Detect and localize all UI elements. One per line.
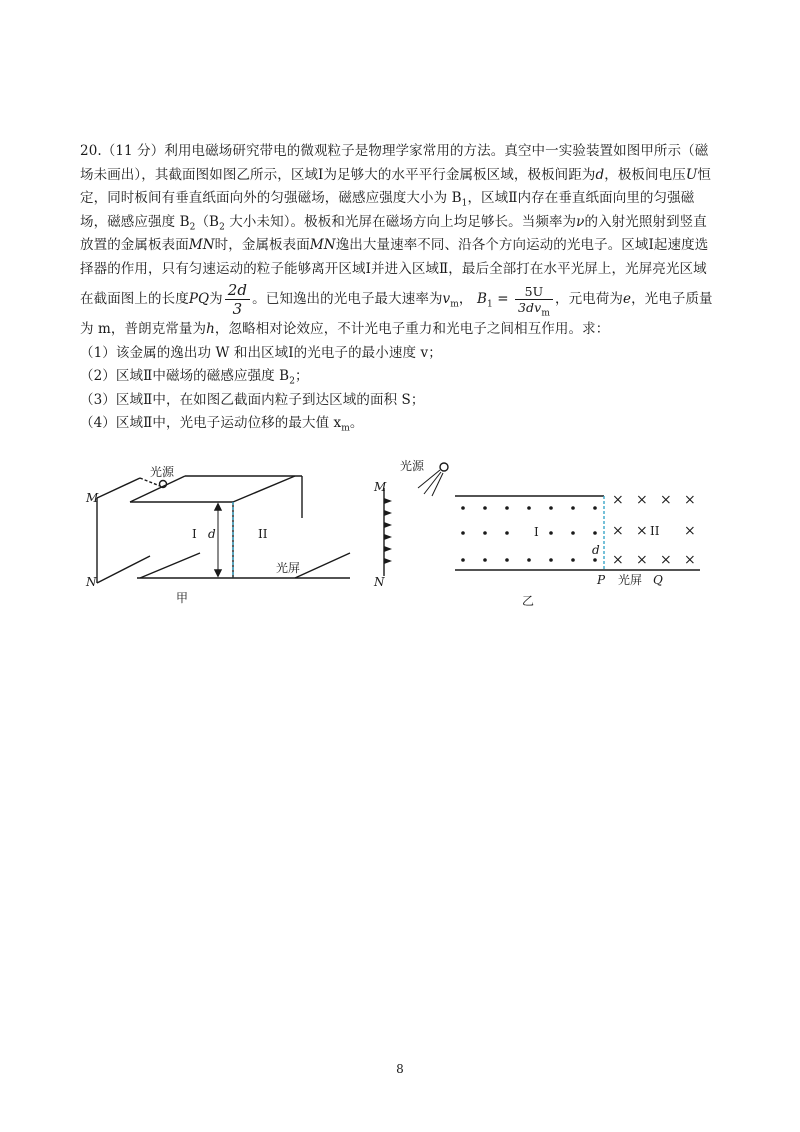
field-dot — [593, 506, 597, 510]
figure-b — [384, 463, 700, 576]
var-v: v — [442, 291, 451, 307]
field-dot — [549, 558, 553, 562]
subscript: m — [341, 423, 350, 434]
question-2-end: ； — [295, 368, 309, 384]
figure-a — [97, 476, 350, 583]
label-source-b: 光源 — [400, 459, 425, 473]
label-screen-b: 光屏 — [618, 573, 643, 587]
field-dot — [593, 531, 597, 535]
electron-arrow — [384, 498, 392, 504]
field-cross: × — [636, 523, 648, 539]
fraction-numerator: 2d — [225, 281, 250, 300]
var-mn: MN — [309, 237, 336, 253]
fraction-2d-over-3 — [225, 281, 250, 318]
field-dot — [571, 531, 575, 535]
field-dot — [483, 506, 487, 510]
field-cross: × — [636, 552, 648, 568]
light-ray-a — [140, 478, 160, 486]
plate-arrows — [384, 498, 392, 564]
field-dot — [483, 531, 487, 535]
fraction-denominator: 3 — [232, 300, 243, 318]
electron-arrow — [384, 522, 392, 528]
question-2-text: （2）区域Ⅱ中磁场的磁感应强度 B — [80, 368, 290, 384]
electron-arrow — [384, 510, 392, 516]
field-dot — [505, 558, 509, 562]
field-dots-region1 — [461, 506, 597, 562]
stem-text: 为 — [209, 291, 223, 307]
stem-text: 恒定，同时板间有垂直纸面向外的匀强磁场，磁感应强度大小为 B — [80, 166, 711, 206]
stem-text: ，区域Ⅱ内存在垂直纸面向里的匀强磁场，磁感应强度 B — [80, 190, 695, 230]
stem-text: ，元电荷为 — [554, 291, 623, 307]
stem-text: 大小未知）。极板和光屏在磁场方向上均足够长。当频率为 — [224, 213, 577, 230]
stem-text: ， — [458, 291, 473, 307]
label-region1-b: I — [534, 525, 539, 539]
field-cross: × — [636, 492, 648, 508]
field-dot — [505, 531, 509, 535]
var-pq: PQ — [188, 291, 210, 307]
var-mn: MN — [188, 237, 215, 253]
field-dot — [593, 558, 597, 562]
field-dot — [505, 506, 509, 510]
problem-stem — [80, 140, 716, 342]
label-region2-a: II — [258, 527, 268, 541]
subscript: 2 — [289, 376, 296, 387]
arrow-up — [215, 504, 221, 510]
subscript: 2 — [219, 222, 225, 233]
label-source-a: 光源 — [150, 465, 175, 479]
field-dot — [461, 531, 465, 535]
question-4-end: 。 — [349, 415, 364, 431]
equals-sign: = — [492, 291, 513, 307]
field-cross: × — [612, 523, 624, 539]
figure-a-labels — [85, 464, 300, 605]
field-dot — [571, 506, 575, 510]
field-dot — [483, 558, 487, 562]
figure-diagrams — [80, 458, 720, 618]
electron-arrow — [384, 546, 392, 552]
stem-text: ，忽略相对论效应，不计光电子重力和光电子之间相互作用。求： — [214, 321, 610, 337]
arrow-down — [215, 570, 221, 576]
question-2 — [80, 365, 716, 389]
field-cross: × — [660, 552, 672, 568]
field-dot — [549, 531, 553, 535]
var-b: B — [476, 291, 487, 307]
fraction-denominator-text: 3dv — [518, 300, 542, 315]
stem-text: ，光电子质量为 m，普朗克常量为 — [80, 291, 713, 337]
top-plate-left — [130, 476, 185, 502]
label-d-b: d — [592, 543, 600, 557]
field-dot — [527, 558, 531, 562]
subscript: 1 — [461, 198, 468, 209]
question-4-text: （4）区域Ⅱ中，光电子运动位移的最大值 x — [80, 415, 342, 431]
caption-a: 甲 — [176, 591, 189, 605]
field-cross: × — [684, 552, 696, 568]
fraction-denominator — [515, 300, 553, 319]
stem-text: 20.（11 分）利用电磁场研究带电的微观粒子是物理学家常用的方法。真空中一实验装置如图甲所示（磁场未画出），其截面图如图乙所示，区域Ⅰ为足够大的水平平行金属板区域，极板间距为 — [80, 143, 709, 183]
subscript: m — [450, 299, 459, 310]
fraction-5u-over-3dvm — [515, 284, 553, 319]
stem-text: 的入射光照射到竖直放置的金属板表面 — [80, 213, 707, 253]
var-nu: ν — [576, 213, 585, 230]
screen-edge — [295, 553, 350, 578]
problem-20 — [80, 140, 716, 436]
label-m-b: M — [374, 480, 387, 494]
field-cross: × — [612, 492, 624, 508]
field-cross: × — [612, 552, 624, 568]
label-n-a: N — [86, 575, 97, 589]
page-number: 8 — [396, 1062, 404, 1076]
label-m-a: M — [86, 491, 99, 505]
label-region1-a: I — [192, 527, 197, 541]
stem-text: 时，金属板表面 — [214, 237, 310, 253]
var-e: e — [622, 291, 632, 307]
question-4 — [80, 412, 716, 436]
field-dot — [527, 506, 531, 510]
var-h: h — [206, 321, 215, 337]
var-d: d — [595, 166, 605, 183]
plate-mn-bottom — [97, 556, 150, 583]
field-dot — [461, 558, 465, 562]
stem-text: 。已知逸出的光电子最大速率为 — [252, 291, 443, 307]
field-dot — [461, 506, 465, 510]
subscript: 2 — [189, 222, 196, 233]
field-dot — [549, 506, 553, 510]
label-d-a: d — [208, 527, 216, 541]
field-cross: × — [660, 492, 672, 508]
light-source-circle-b — [440, 463, 448, 471]
label-q-b: Q — [653, 573, 663, 587]
electron-arrow — [384, 534, 392, 540]
var-u: U — [685, 166, 698, 183]
label-p-b: P — [597, 573, 606, 587]
fraction-numerator: 5U — [515, 284, 553, 300]
field-cross: × — [684, 492, 696, 508]
label-n-b: N — [374, 575, 385, 589]
label-screen-a: 光屏 — [276, 561, 301, 575]
subscript: m — [541, 308, 550, 319]
question-1: （1）该金属的逸出功 W 和出区域Ⅰ的光电子的最小速度 v； — [80, 344, 442, 361]
question-3: （3）区域Ⅱ中，在如图乙截面内粒子到达区域的面积 S； — [80, 391, 425, 408]
electron-arrow — [384, 558, 392, 564]
subscript: 1 — [486, 299, 493, 310]
field-cross: × — [684, 523, 696, 539]
label-region2-b: II — [650, 524, 660, 538]
stem-text: 逸出大量速率不同、沿各个方向运动的光电子。区域Ⅰ起速度选择器的作用，只有匀速运动的粒子能够离开区域Ⅰ并进入区域Ⅱ，最后全部打在水平光屏上，光屏亮光区域在截面图上的长度 — [80, 237, 709, 307]
field-dot — [571, 558, 575, 562]
stem-text: （B — [195, 213, 220, 230]
stem-text: ，极板间电压 — [604, 166, 686, 183]
top-plate-right — [233, 476, 295, 502]
plate-mn-top — [97, 478, 140, 498]
caption-b: 乙 — [522, 594, 535, 608]
